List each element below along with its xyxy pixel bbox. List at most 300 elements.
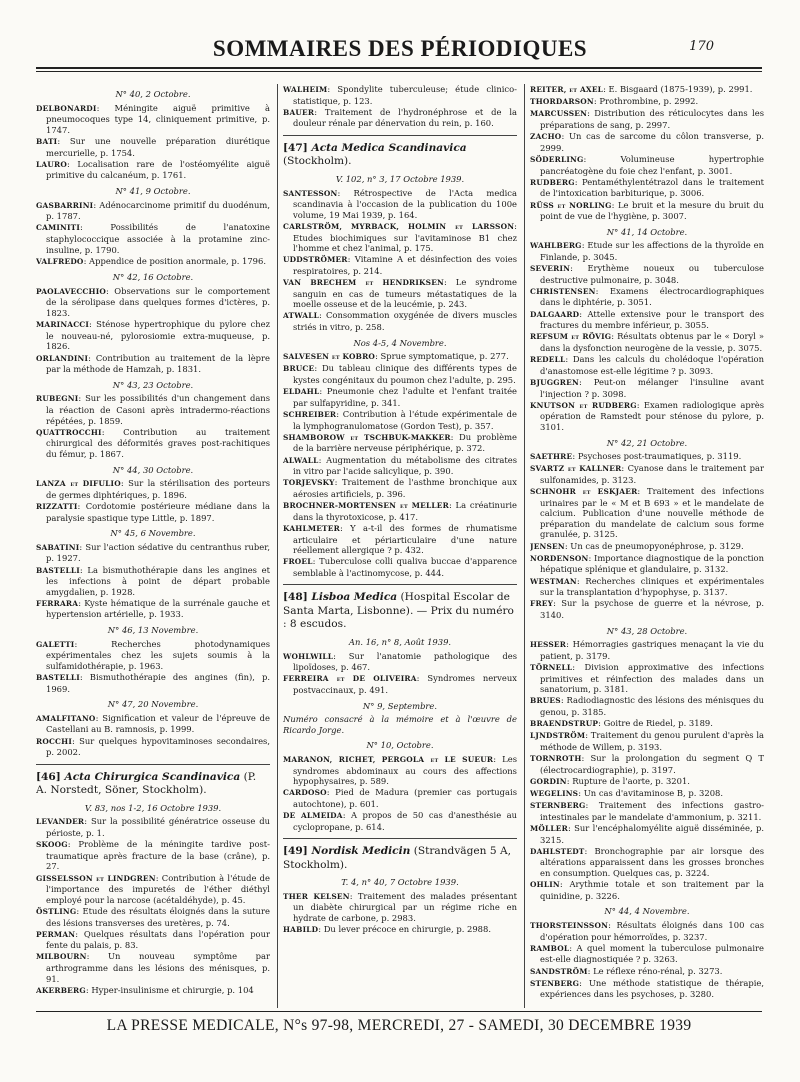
article-author: RUBEGNI [36, 394, 79, 404]
article-entry [530, 879, 764, 901]
article-author: BROCHNER-MORTENSEN et MELLER [283, 501, 449, 511]
article-author: MÖLLER [530, 824, 568, 834]
article-entry [36, 256, 270, 268]
article-author: WEGELINS [530, 789, 579, 799]
article-entry [530, 553, 764, 575]
article-entry [530, 576, 764, 598]
article-title: : Traitement du genou purulent d'après la méthode de Willem, p. 3193. [540, 730, 764, 752]
article-author: MILBOURN [36, 952, 87, 962]
issue-date: N° 42, 21 Octobre. [606, 437, 688, 448]
article-entry [530, 463, 764, 485]
article-author: JENSEN [530, 541, 565, 551]
article-title: : Contribution au traitement de la lèpre par la méthode de Hamzah, p. 1831. [46, 352, 270, 375]
article-title: : Attelle extensive pour le transport des fractures du membre inférieur, p. 3055. [540, 308, 764, 331]
article-entry [530, 695, 764, 717]
article-author: LAURO [36, 159, 67, 169]
article-author: BAUER [283, 107, 315, 117]
page-header [0, 30, 800, 66]
article-title: : Du lever précoce en chirurgie, p. 2988. [318, 924, 491, 935]
article-entry [283, 386, 517, 408]
article-author: TORJEVSKY [283, 478, 335, 488]
article-entry [530, 286, 764, 308]
article-title: : Dans les calculs du cholédoque l'opération d'anastomose est-elle légitime ? p. 3093. [540, 354, 764, 376]
issue-date: N° 47, 20 Novembre. [107, 699, 199, 710]
article-title: : Un cas d'avitaminose B, p. 3208. [578, 788, 724, 799]
header-title: SOMMAIRES DES PÉRIODIQUES [212, 36, 588, 61]
article-entry [36, 159, 270, 181]
article-entry [283, 409, 517, 431]
journal-number: [48] [283, 591, 312, 604]
article-entry [36, 501, 270, 523]
article-author: WESTMAN [530, 576, 577, 586]
page-number: 170 [689, 39, 714, 54]
article-entry [530, 354, 764, 376]
article-title: : Etude des résultats éloignés dans la suture des lésions transverses des uretères, p. 74. [46, 905, 270, 928]
article-author: BATI [36, 136, 58, 146]
article-entry [283, 254, 517, 276]
article-entry [530, 718, 764, 730]
article-title: : Augmentation du métabolisme des citrates in vitro par l'acide salicylique, p. 390. [293, 454, 517, 477]
article-author: KNUTSON et RUDBERG [530, 400, 637, 410]
section-rule [283, 838, 517, 839]
issue-date: N° 44, 4 Novembre. [604, 906, 690, 917]
article-title: : Tuberculose colli qualiva buccae d'apparence semblable à l'actinomycose, p. 444. [293, 556, 517, 578]
column-3 [530, 84, 764, 1008]
issue-date: N° 45, 6 Novembre. [110, 528, 196, 539]
issue-date: N° 41, 9 Octobre. [115, 185, 191, 196]
article-title: : Bronchographie par air lorsque des altérations apparaissent dans les grosses bronches en consumption. Quelques cas, p. 3224. [540, 845, 764, 878]
article-title: : Un cas de pneumopyonéphrose, p. 3129. [564, 540, 744, 551]
article-title: : Les syndromes abdominaux au cours des affections hypophysaires, p. 589. [293, 753, 517, 787]
article-entry [36, 985, 270, 997]
article-author: HABILD [283, 925, 319, 935]
article-title: : Psychoses post-traumatiques, p. 3119. [572, 451, 742, 462]
journal-heading [36, 771, 270, 798]
journal-name: Acta Chirurgica Scandinavica [64, 770, 241, 783]
article-entry [36, 951, 270, 984]
article-title: : La bismuthothérapie dans les angines et les infections à point de départ probable amygdalien, p. 1928. [46, 564, 270, 597]
issue-date: N° 43, 23 Octobre. [112, 379, 194, 390]
article-author: LANZA et DIFULIO [36, 479, 121, 489]
article-entry [530, 309, 764, 331]
journal-number: [47] [283, 141, 312, 154]
article-author: SÖDERLING [530, 154, 584, 164]
article-title: : Consommation oxygénée de divers muscles striés in vitro, p. 258. [293, 310, 517, 333]
article-title: : Du tableau clinique des différents types de kystes congénitaux du poumon chez l'adulte, p. 295. [293, 363, 517, 386]
issue-date: Nos 4-5, 4 Novembre. [353, 337, 447, 348]
article-author: DAHLSTEDT [530, 846, 585, 856]
article-author: SKOOG [36, 840, 68, 850]
article-title: : A quel moment la tuberculose pulmonaire est-elle diagnostiquée ? p. 3263. [540, 942, 764, 965]
article-author: WALHEIM [283, 85, 328, 94]
issue-date: An. 16, n° 8, Août 1939. [348, 636, 452, 647]
journal-name: Lisboa Medica [311, 591, 398, 604]
article-title: : Erythème noueux ou tuberculose destructive pulmonaire, p. 3048. [540, 263, 764, 285]
issue-date: T. 4, n° 40, 7 Octobre 1939. [341, 877, 459, 888]
article-entry [283, 363, 517, 385]
issue-date: N° 40, 2 Octobre. [115, 89, 191, 99]
article-entry [530, 800, 764, 822]
article-author: RAMBOL [530, 943, 570, 953]
article-entry [530, 639, 764, 661]
article-author: RÜSS et NORLING [530, 200, 612, 210]
article-entry [36, 427, 270, 460]
article-author: SCHNOHR et ESKJAER [530, 487, 638, 497]
article-title: : Rupture de l'aorte, p. 3201. [566, 775, 690, 786]
article-title: : Kyste hématique de la surrénale gauche et hypertension artérielle, p. 1933. [46, 597, 270, 620]
issue-date: N° 41, 14 Octobre. [606, 226, 688, 237]
article-title: : Recherches photodynamiques expérimentales chez les sujets soumis à la sulfamidothérapie, p. 1963. [46, 638, 270, 671]
article-entry [530, 823, 764, 845]
article-entry [530, 598, 764, 620]
article-author: GISSELSSON et LINDGREN [36, 873, 156, 883]
article-author: KAHLMETER [283, 523, 340, 533]
article-title: : Examens électrocardiographiques dans le diphtérie, p. 3051. [540, 285, 764, 308]
article-title: : E. Bisgaard (1875-1939), p. 2991. [603, 84, 753, 94]
article-entry [530, 131, 764, 153]
article-title: : Prothrombine, p. 2992. [593, 96, 699, 107]
article-author: SANTESSON [283, 188, 338, 198]
article-author: REITER, et AXEL [530, 85, 604, 94]
journal-heading [283, 591, 517, 632]
issue-date: N° 46, 13 Novembre. [107, 625, 199, 636]
article-title: : Possibilités de l'anatoxine staphylococcique associée à la protamine zinc-insuline, p. 1790. [46, 222, 270, 255]
article-title: : Etudes biochimiques sur l'avitaminose B1 chez l'homme et chez l'animal, p. 175. [293, 220, 517, 254]
article-entry [283, 754, 517, 787]
article-entry [36, 103, 270, 136]
footer-text: LA PRESSE MEDICALE, N°s 97-98, MERCREDI, 27 - SAMEDI, 30 DECEMBRE 1939 [106, 1017, 692, 1034]
article-title: : Contribution à l'étude de l'importance des impuretés de l'éther diéthyl employé pour la narcose (acétaldéhyde), p. 45. [46, 872, 270, 905]
journal-info: (Hospital Escolar de Santa Marta, Lisbonne). — Prix du numéro : 8 escudos. [283, 591, 514, 631]
article-title: : Sur les possibilités d'un changement dans la réaction de Casoni après intradermo-réactions répétées, p. 1859. [46, 393, 270, 426]
article-entry [530, 753, 764, 775]
issue-date: N° 10, Octobre. [366, 740, 434, 751]
section-rule [283, 135, 517, 136]
article-title: : La créatinurie dans la thyrotoxicose, p. 417. [293, 500, 517, 522]
article-author: HESSER [530, 640, 567, 650]
article-author: SCHREIBER [283, 410, 337, 419]
article-title: : Pentaméthylentétrazol dans le traitement de l'intoxication barbiturique, p. 3006. [540, 176, 764, 199]
article-title: : Sur l'encéphalomyélite aiguë disséminée, p. 3215. [540, 823, 764, 845]
article-title: : Signification et valeur de l'épreuve de Castellani au B. ramnosis, p. 1999. [46, 712, 270, 735]
article-entry [36, 736, 270, 758]
journal-heading [283, 845, 517, 872]
article-entry [530, 263, 764, 285]
article-entry [283, 432, 517, 454]
article-entry [36, 873, 270, 906]
article-entry [36, 713, 270, 735]
column-divider [277, 84, 278, 1008]
article-author: VALFREDO [36, 256, 84, 266]
article-entry [530, 177, 764, 199]
article-author: REDELL [530, 355, 566, 365]
issue-date: V. 102, n° 3, 17 Octobre 1939. [335, 173, 465, 184]
journal-info: (P. A. Norstedt, Söner, Stockholm). [36, 770, 257, 797]
article-author: DELBONARDI [36, 103, 97, 113]
journal-name: Acta Medica Scandinavica [311, 141, 467, 154]
article-title: : Pied de Madura (premier cas portugais autochtone), p. 601. [293, 787, 517, 809]
article-title: : Le syndrome sanguin en cas de tumeurs métastatiques de la moelle osseuse et de la leucémie, p. 243. [293, 277, 517, 310]
journal-name: Nordisk Medicin [311, 845, 411, 858]
article-author: ORLANDINI [36, 353, 89, 363]
article-author: BASTELLI [36, 673, 80, 683]
article-author: DALGAARD [530, 309, 580, 319]
article-author: ATWALL [283, 311, 319, 321]
article-entry [530, 486, 764, 540]
article-author: WAHLBERG [530, 241, 582, 251]
article-author: GALETTI [36, 639, 75, 649]
article-author: AKERBERG [36, 985, 86, 995]
section-rule [283, 584, 517, 585]
column-2 [283, 84, 517, 1008]
article-title: : Adénocarcinome primitif du duodénum, p. 1787. [46, 199, 270, 222]
article-title: : Etude sur les affections de la thyroïde en Finlande, p. 3045. [540, 240, 764, 262]
article-title: : Hémorragies gastriques menaçant la vie du patient, p. 3179. [540, 639, 764, 661]
issue-date: N° 9, Septembre. [362, 700, 438, 711]
article-author: THORDARSON [530, 97, 594, 107]
article-author: WOHLWILL [283, 651, 334, 661]
article-entry [36, 393, 270, 426]
article-title: : Distribution des réticulocytes dans les préparations de sang, p. 2997. [540, 108, 764, 130]
article-title: : A propos de 50 cas d'anesthésie au cyclopropane, p. 614. [293, 810, 517, 832]
article-entry [283, 277, 517, 310]
article-entry [530, 331, 764, 353]
journal-number: [49] [283, 845, 312, 858]
article-title: : Une méthode statistique de thérapie, expériences dans les psychoses, p. 3280. [540, 977, 764, 1000]
article-author: GASBARRINI [36, 200, 94, 210]
article-entry [283, 810, 517, 832]
article-title: : Cordotomie postérieure médiane dans la paralysie spastique type Little, p. 1897. [46, 500, 270, 523]
article-title: : Un cas de sarcome du côlon transverse, p. 2999. [540, 131, 764, 153]
article-author: BRUCE [283, 364, 315, 374]
article-title: : Rétrospective de l'Acta medica scandinavia à l'occasion de la publication du 100e volume, 19 Mai 1939, p. 164. [293, 187, 517, 220]
article-title: : Sur une nouvelle préparation diurétique mercurielle, p. 1754. [46, 135, 270, 158]
article-entry [36, 929, 270, 951]
column-1 [36, 84, 270, 1008]
article-author: SABATINI [36, 542, 80, 552]
article-entry [283, 673, 517, 695]
article-author: STERNBERG [530, 801, 586, 811]
article-author: VAN BRECHEM et HENDRIKSEN [283, 278, 445, 288]
footer-rule [36, 1011, 762, 1012]
journal-info: (Stockholm). [283, 155, 352, 168]
article-author: SANDSTRÖM [530, 966, 588, 976]
article-author: ZACHO [530, 132, 562, 142]
article-author: CARDOSO [283, 788, 327, 798]
article-author: ROCCHI [36, 736, 72, 746]
article-entry [36, 542, 270, 564]
article-entry [530, 541, 764, 553]
header-rule [36, 67, 762, 72]
article-entry [283, 500, 517, 522]
article-author: QUATTROCCHI [36, 427, 102, 437]
article-author: REFSUM et RÖVIG [530, 332, 612, 342]
article-author: PAOLAVECCHIO [36, 286, 106, 296]
article-title: : Division approximative des infections primitives et réinfection des malades dans un sanatorium, p. 3181. [540, 661, 764, 695]
article-title: : Du problème de la barrière nerveuse périphérique, p. 372. [293, 431, 517, 454]
article-author: TÖRNELL [530, 662, 573, 672]
article-entry [36, 598, 270, 620]
article-author: CHRISTENSEN [530, 286, 596, 296]
article-title: : Sur quelques hypovitaminoses secondaires, p. 2002. [46, 735, 270, 758]
page-footer [36, 1011, 762, 1051]
article-title: : Y a-t-il des formes de rhumatisme articulaire et périarticulaire d'une nature réellement allergique ? p. 432. [293, 522, 517, 556]
article-entry [36, 906, 270, 928]
article-author: ALWALL [283, 455, 319, 465]
article-author: RUDBERG [530, 177, 575, 187]
article-title: : Résultats obtenus par le « Doryl » dans la dysfonction neurogène de la vessie, p. 3075. [540, 331, 764, 353]
article-author: FERRARA [36, 598, 79, 608]
article-title: : Sur la prolongation du segment Q T (électrocardiographie), p. 3197. [540, 753, 764, 775]
article-title: : Traitement des infections gastro-intestinales par le mandelate d'ammonium, p. 3211. [540, 800, 764, 822]
article-author: CARLSTRÖM, MYRBACK, HOLMIN et LARSSON [283, 221, 515, 231]
issue-date: N° 44, 30 Octobre. [112, 464, 194, 475]
columns [36, 84, 764, 1008]
article-author: SHAMBOROW et TSCHBUK-MAKKER [283, 432, 451, 442]
article-title: : Traitement de l'hydronéphrose et de la douleur rénale par dénervation du rein, p. 160. [293, 106, 517, 129]
article-author: MARANON, RICHET, PERGOLA et LE SUEUR [283, 754, 494, 764]
article-title: : Importance diagnostique de la ponction hépatique splénique et glandulaire, p. 3132. [540, 552, 764, 575]
article-author: BJUGGREN [530, 377, 579, 387]
article-author: BRUES [530, 696, 561, 706]
article-author: TORNROTH [530, 754, 582, 764]
article-title: : Arythmie totale et son traitement par la quinidine, p. 3226. [540, 879, 764, 901]
article-author: FROEL [283, 557, 313, 567]
article-author: FERREIRA et DE OLIVEIRA [283, 674, 417, 684]
article-entry [530, 240, 764, 262]
issue-date: N° 42, 16 Octobre. [112, 272, 194, 283]
article-title: : Sur l'anatomie pathologique des lipoïdoses, p. 467. [293, 650, 517, 673]
article-author: THORSTEINSSON [530, 920, 609, 930]
article-title: : Sur la possibilité génératrice osseuse du périoste, p. 1. [46, 816, 270, 838]
article-entry [36, 200, 270, 222]
article-entry [283, 84, 517, 106]
article-entry [530, 776, 764, 788]
article-author: PERMAN [36, 929, 76, 939]
article-entry [530, 108, 764, 130]
article-entry [283, 310, 517, 332]
article-entry [36, 839, 270, 872]
article-title: : Sur la psychose de guerre et la névrose, p. 3140. [540, 598, 764, 620]
article-title: : Recherches cliniques et expérimentales sur la transplantation d'hypophyse, p. 3137. [540, 575, 764, 598]
article-author: ELDAHL [283, 387, 320, 397]
journal-number: [46] [36, 770, 65, 783]
article-title: : Sprue symptomatique, p. 277. [375, 351, 509, 362]
article-author: LJNDSTRÖM [530, 731, 586, 741]
article-title: : Goitre de Riedel, p. 3189. [598, 718, 713, 729]
article-author: FREY [530, 599, 554, 609]
article-entry [36, 478, 270, 500]
article-entry [36, 639, 270, 672]
article-title: : Quelques résultats dans l'opération pour fente du palais, p. 83. [46, 928, 270, 951]
article-entry [36, 222, 270, 255]
article-entry [283, 651, 517, 673]
article-entry [530, 978, 764, 1000]
column-divider [524, 84, 525, 1008]
article-entry [283, 351, 517, 363]
article-entry [283, 523, 517, 556]
article-author: AMALFITANO [36, 713, 96, 723]
article-author: UDDSTRÖMER [283, 255, 348, 265]
issue-date: V. 83, nos 1-2, 16 Octobre 1939. [84, 802, 222, 813]
article-entry [530, 154, 764, 176]
article-author: BASTELLI [36, 565, 80, 575]
article-entry [36, 319, 270, 352]
article-title: : Volumineuse hypertrophie pancréatogène du foie chez l'enfant, p. 3001. [540, 153, 764, 176]
article-author: GORDIN [530, 776, 567, 786]
article-title: : Contribution à l'étude expérimentale de la lymphogranulomatose (Gordon Test), p. 357. [293, 409, 517, 431]
article-entry [283, 477, 517, 499]
article-title: : Le bruit et la mesure du bruit du point de vue de l'hygiène, p. 3007. [540, 199, 764, 222]
article-entry [530, 84, 764, 96]
article-entry [530, 966, 764, 978]
article-author: SAETHRE [530, 452, 573, 462]
article-entry [530, 200, 764, 222]
article-entry [530, 730, 764, 752]
article-author: MARINACCI [36, 320, 90, 330]
issue-date: N° 43, 28 Octobre. [606, 625, 688, 636]
article-title: : Observations sur le comportement de la sérolipase dans quelques formes d'ictères, p. 1823. [46, 285, 270, 319]
article-entry [530, 846, 764, 879]
article-entry [36, 672, 270, 694]
article-entry [530, 96, 764, 108]
article-author: ÖSTLING [36, 906, 77, 916]
article-title: : Localisation rare de l'ostéomyélite aiguë primitive du calcanéum, p. 1761. [46, 158, 270, 181]
article-entry [283, 891, 517, 924]
article-entry [530, 400, 764, 433]
article-entry [36, 136, 270, 158]
article-entry [283, 107, 517, 129]
article-entry [283, 787, 517, 809]
article-title: : Un nouveau symptôme par arthrogramme dans les lésions des ménisques, p. 91. [46, 951, 270, 984]
article-title: : Contribution au traitement chirurgical des déformités graves post-rachitiques du fémur, p. 1867. [46, 426, 270, 459]
article-entry [530, 451, 764, 463]
article-entry [36, 353, 270, 375]
article-entry [36, 816, 270, 838]
article-title: : Sur la stérilisation des porteurs de germes diphtériques, p. 1896. [46, 478, 270, 500]
article-author: BRAENDSTRUP [530, 719, 599, 729]
article-entry [530, 920, 764, 942]
article-title: : Peut-on mélanger l'insuline avant l'injection ? p. 3098. [540, 376, 764, 399]
article-title: : Examen radiologique après opération de Ramstedt pour sténose du pylore, p. 3101. [540, 399, 764, 432]
article-title: : Appendice de position anormale, p. 1796. [83, 255, 267, 266]
article-title: : Traitement des infections urinaires par le « M et B 693 » et le mandelate de calcium. Publication d'une nouvelle méthode de préparation du mandelate de calcium sous forme granulée, p. 3125. [540, 486, 764, 540]
article-title: : Bismuthothérapie des angines (fin), p. 1969. [46, 672, 270, 694]
article-entry [36, 565, 270, 598]
article-title: : Syndromes nerveux postvaccinaux, p. 491. [293, 673, 517, 695]
article-author: RIZZATTI [36, 501, 78, 511]
journal-heading [283, 142, 517, 169]
article-author: STENBERG [530, 978, 580, 988]
article-author: OHLIN [530, 880, 560, 890]
article-title: : Cyanose dans le traitement par sulfonamides, p. 3123. [540, 463, 764, 485]
article-title: : Méningite aiguë primitive à pneumocoques type 14, cliniquement primitive, p. 1747. [46, 102, 270, 135]
article-title: : Le réflexe réno-rénal, p. 3273. [587, 965, 723, 976]
article-title: : Résultats éloignés dans 100 cas d'opération pour hémorroïdes, p. 3237. [540, 919, 764, 942]
article-title: : Sténose hypertrophique du pylore chez le nouveau-né, pylorosiomie extra-muqueuse, p. 1826. [46, 319, 270, 352]
article-author: NORDENSON [530, 553, 589, 563]
article-entry [530, 788, 764, 800]
article-entry [36, 286, 270, 319]
article-entry [530, 377, 764, 399]
article-title: : Problème de la méningite tardive post-traumatique après fracture de la base (crâne), p. 27. [46, 839, 270, 872]
section-rule [36, 764, 270, 765]
article-title: : Traitement de l'asthme bronchique aux aérosies artificiels, p. 396. [293, 477, 517, 499]
article-title: : Sur l'action sédative du centranthus ruber, p. 1927. [46, 541, 270, 564]
article-author: SEVERIN [530, 264, 571, 274]
journal-info: (Strandvägen 5 A, Stockholm). [283, 845, 511, 871]
article-author: LEVANDER [36, 817, 85, 827]
